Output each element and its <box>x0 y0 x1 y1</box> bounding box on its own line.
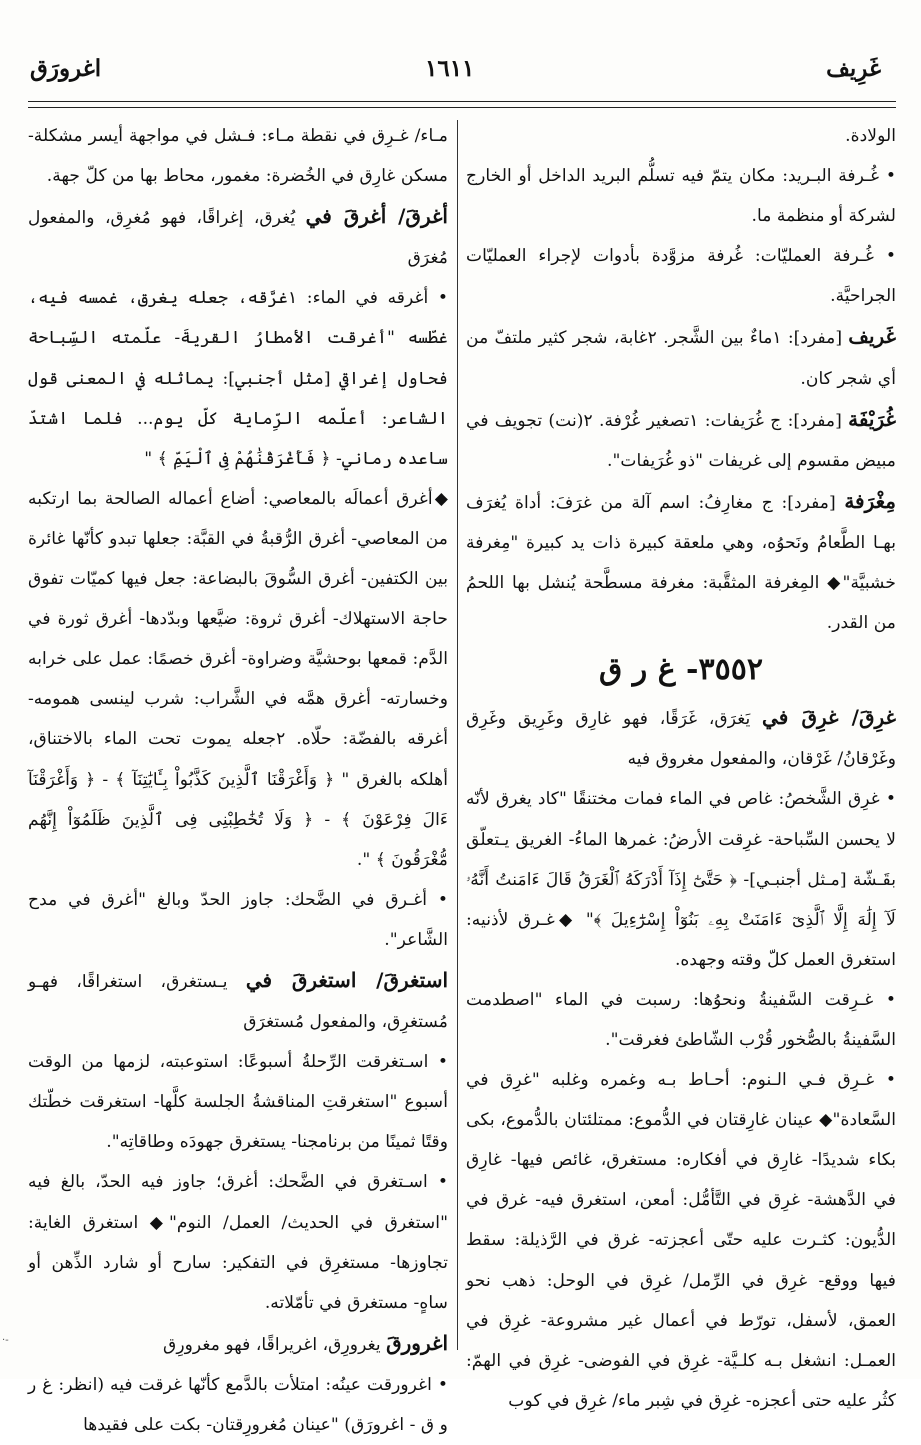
dictionary-entry <box>28 1323 448 1365</box>
definition-paragraph: • أغرقه في الماء: ١غرَّقه، جعله يغرق، غمسه فيه، غطّسه "أغرقت الأمطارُ القريةَ- علّمته السِّباحة فحاول إغراقي [مثل أجنبي]: يماثله في المعنى قول الشاعر: أعلّمه الرِّماية كلّ يوم... فلما اشتدّ ساعده رماني- ﴿ فَأَغْرَقْنَٰهُمْ فِى ٱلْيَمِّ ﴾ " <box>28 288 448 469</box>
header-rule <box>28 101 896 102</box>
definition-paragraph: • غرِق الشَّخصُ: غاص في الماء فمات مختنقًا "كاد يغرق لأنّه لا يحسن السِّباحة- غرِقت الأرضُ: غمرها الماءُ- الغريق يـتعلّق بقَـشّة [مـثل أجنبـي]- ﴿ حَتَّىٰٓ إِذَآ أَدْرَكَهُ ٱلْغَرَقُ قَالَ ءَامَنتُ أَنَّهُۥ لَآ إِلَٰهَ إِلَّا ٱلَّذِىٓ ءَامَنَتْ بِهِۦ بَنُوٓاْ إِسْرَٰٓءِيلَ ﴾" ◆غـرق لأذنيه: استغرق العمل كلّ وقته وجهده. <box>466 789 896 970</box>
dictionary-entry <box>466 481 896 643</box>
root-heading: ٣٥٥٢- غ ر ق <box>599 652 763 688</box>
definition-paragraph: • اسـتغرقت الرِّحلةُ أسبوعًا: استوعبته، لزمها من الوقت أسبوع "استغرقتِ المناقشةُ الجلسة كلَّها- استغرقت خطّتك وقتًا ثمينًا من برنامجنا- يستغرق جهودَه وطاقاتِه". <box>28 1052 448 1153</box>
entry-definition: يغرورِق، اغريراقًا، فهو مغرورِق <box>162 1334 387 1355</box>
entry-headword: اغرورقَ <box>386 1330 448 1355</box>
column-divider <box>457 120 458 1350</box>
entry-headword: استغرقَ/ استغرقَ في <box>245 967 449 992</box>
definition-paragraph: • أغـرق في الضَّحك: جاوز الحدّ وبالغ "أغرق في مدح الشَّاعر". <box>28 889 448 950</box>
header-rule-thin <box>28 107 896 108</box>
entry-definition: يُغرق، إغراقًا، فهو مُغرِق، والمفعول مُغرَق <box>28 208 448 269</box>
entry-definition: [مفرد]: ج مغارِفُ: اسم آلة من غرَفَ: أداة يُغرَف بهـا الطَّعامُ ونَحوُه، وهي ملعقة كبيرة ذات يد كبيرة "مِغرفة خشبيَّة"◆ المِغرفة المثقَّبة: مغرفة مسطَّحة يُنشل بها اللحمُ من القدر. <box>466 492 896 634</box>
definition-paragraph: • غـرِق فـي الـنوم: أحـاط بـه وغمره وغلبه "غرِق في السَّعادة"◆ عينان غارِقتان في الدُّموع: ممتلئتان بالدُّموع، بكى بكاء شديدًا- غارِق في أفكاره: مستغرق، غائص فيها- غارِق في الدَّهشة- غرِق في التَّأمُّل: أمعن، استغرق فيه- غرق في الدُّيون: كثـرت عليه حتّى أعجزته- غرق في الرَّذيلة: سقط فيها ووقع- غرِق في الرِّمل/ غرِق في الوحل: ذهب نحو العمق، لأسفل، تورّط في أعمال غير مشروعة- غرِق في العمـل: انشغل بـه كلـيَّة- غرِق في الفوضى- غرِق في الهمّ: كثُر عليه حتى أعجزه- غرِق في شِبر ماء/ غرِق في كوب <box>466 1070 896 1411</box>
edge-mark: ·- <box>2 1335 9 1346</box>
definition-paragraph: ◆أغرق أعمالَه بالمعاصي: أضاع أعماله الصالحة بما ارتكبه من المعاصي- أغرق الرُّقبةُ في القبَّة: جعلها تبدو كأنّها غائرة بين الكتفين- أغرق السُّوقَ بالبضاعة: جعل فيها كميّات تفوق حاجة الاستهلاك- أغرق ثروة: ضيَّعها وبدّدها- أغرق ثورة في الدَّم: قمعها بوحشيَّة وضراوة- أغرق خصمًا: عمل على خرابه وخسارته- أغرق همَّه في الشَّراب: شرب لينسى همومه- أغرقه بالفضّة: حلّاه. ٢جعله يموت تحت الماء بالاختناق، أهلكه بالغرق " ﴿ وَأَغْرَقْنَا ٱلَّذِينَ كَذَّبُواْ بِـَٔايَٰتِنَآ ﴾ - ﴿ وَأَغْرَقْنَآ ءَالَ فِرْعَوْنَ ﴾ - ﴿ وَلَا تُخَٰطِبْنِى فِى ٱلَّذِينَ ظَلَمُوٓاْ إِنَّهُم مُّغْرَقُونَ ﴾ ". <box>28 488 448 870</box>
definition-paragraph: • غُـرفة البـريد: مكان يتمّ فيه تسلُّم البريد الداخل أو الخارج لشركة أو منظمة ما. <box>466 166 896 227</box>
entry-headword: أغرقَ/ أغرقَ في <box>305 204 448 229</box>
entry-definition: يَغرَق، غَرَقًا، فهو غارِق وغَرِيق وغَرِق وغَرْقانُ/ غَرْقان، والمفعول مغروق فيه <box>466 709 896 770</box>
entry-headword: غَريف <box>848 324 896 349</box>
definition-paragraph: • اسـتغرق في الضَّحك: أغرق؛ جاوز فيه الحدّ، بالغ فيه "استغرق في الحديث/ العمل/ النوم"◆ استغرق الغاية: تجاوزها- مستغرِق في التفكير: سارح أو شارد الذِّهن أو ساهٍ- مستغرق في تأمّلاته. <box>28 1172 448 1313</box>
entry-definition: يـستغرق، استغراقًا، فهـو مُستغرِق، والمفعول مُستغرَق <box>28 971 448 1033</box>
definition-paragraph: الولادة. <box>845 126 896 146</box>
entry-headword: مِغْرَفة <box>844 488 896 513</box>
entry-definition: [مفرد]: ١ماءٌ بين الشَّجر. ٢غابة، شجر كثير ملتفّ من أي شجر كان. <box>466 328 896 389</box>
definition-paragraph: • غُـرفة العمليّات: غُرفة مزوَّدة بأدوات لإجراء العمليّات الجراحيَّة. <box>466 246 896 307</box>
entry-definition: [مفرد]: ج غُرَيفات: ١تصغير غُرْفة. ٢(نت) تجويف في مبيض مقسوم إلى غريفات "ذو غُرَيفات". <box>466 410 896 471</box>
header-right-word: غَرِيف <box>826 55 881 82</box>
entry-headword: غُرَيْفَة <box>848 406 896 431</box>
left-column <box>28 116 449 1435</box>
page-number: ١٦١١ <box>425 55 475 82</box>
dictionary-entry <box>466 697 896 779</box>
definition-paragraph: • غـرِقت السَّفينةُ ونحوُها: رسبت في الماء "اصطدمت السَّفينةُ بالصُّخور قُرْب الشّاطئ فغرقت". <box>466 989 896 1050</box>
dictionary-entry <box>466 316 896 398</box>
entry-headword: غرِقَ/ غرِقَ في <box>762 705 896 730</box>
dictionary-entry <box>28 196 448 278</box>
dictionary-entry <box>28 960 448 1042</box>
definition-paragraph: • اغرورقت عينُه: امتلأت بالدَّمع كأنّها غرقت فيه (انظر: غ ر و ق - اغرورَق) "عينان مُغرورِقتان- بكت على فقيدها <box>28 1374 448 1435</box>
dictionary-entry <box>466 399 896 481</box>
definition-paragraph: مـاء/ غـرِق في نقطة مـاء: فـشل في مواجهة أيسر مشكلة- مسكن غارِق في الخُضرة: مغمور، محاط بها من كلّ جهة. <box>28 126 448 187</box>
right-column <box>466 116 896 1411</box>
header-left-word: اغرورَق <box>30 55 102 82</box>
